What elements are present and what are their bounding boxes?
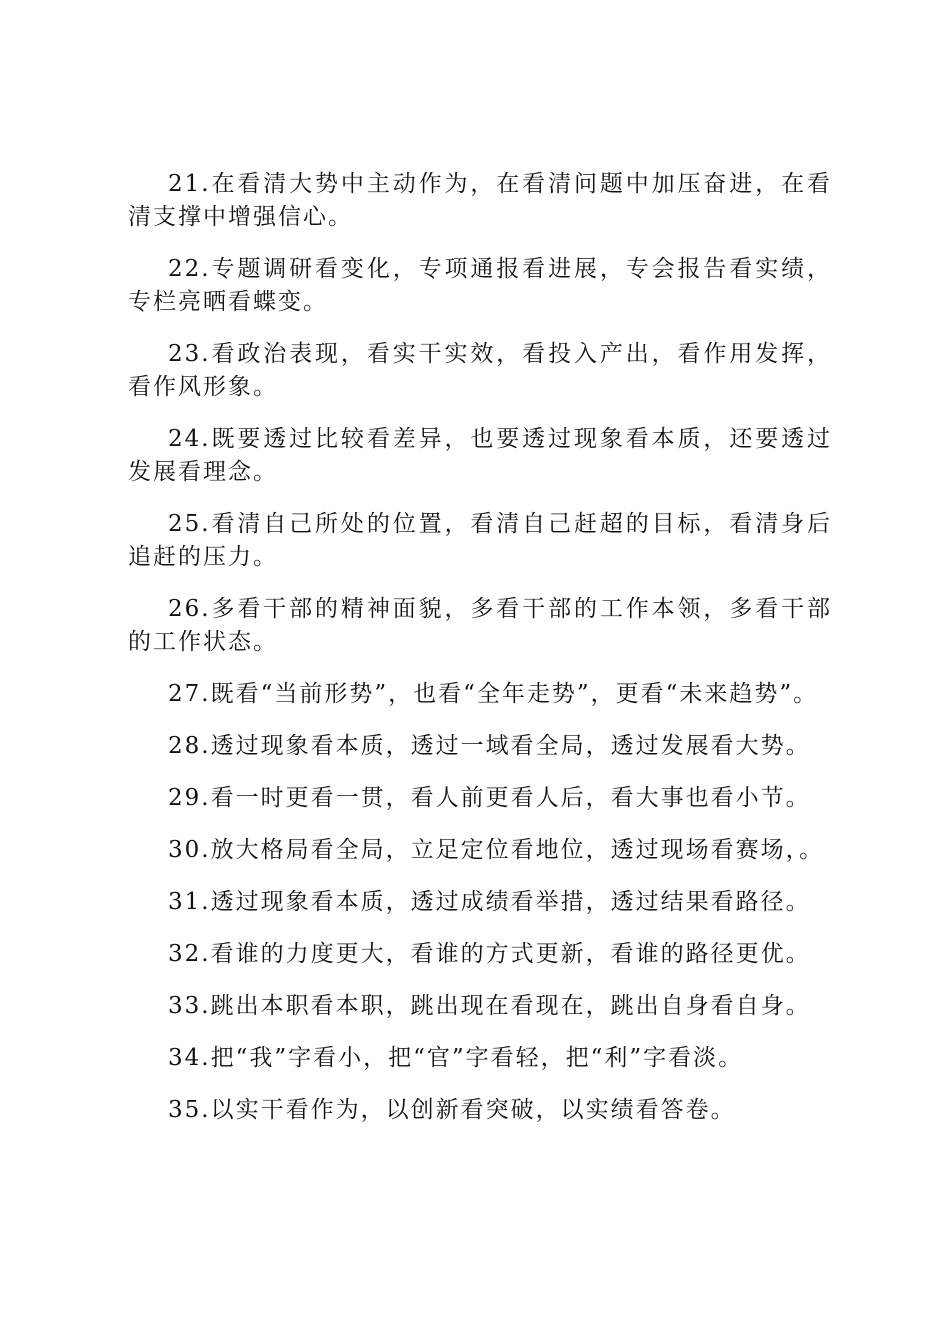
paragraph-23: 23.看政治表现，看实干实效，看投入产出，看作用发挥，看作风形象。 xyxy=(128,341,832,400)
document-body xyxy=(128,168,832,1146)
paragraph-34: 34.把“我”字看小，把“官”字看轻，把“利”字看淡。 xyxy=(168,1045,744,1071)
paragraph-28: 28.透过现象看本质，透过一域看全局，透过发展看大势。 xyxy=(168,733,811,759)
paragraph-26: 26.多看干部的精神面貌，多看干部的工作本领，多看干部的工作状态。 xyxy=(128,596,832,655)
paragraph-22: 22.专题调研看变化，专项通报看进展，专会报告看实绩，专栏亮晒看蝶变。 xyxy=(128,256,832,315)
paragraph-24: 24.既要透过比较看差异，也要透过现象看本质，还要透过发展看理念。 xyxy=(128,426,832,485)
paragraph-33: 33.跳出本职看本职，跳出现在看现在，跳出自身看自身。 xyxy=(168,993,811,1019)
paragraph-27: 27.既看“当前形势”，也看“全年走势”，更看“未来趋势”。 xyxy=(168,681,819,707)
paragraph-32: 32.看谁的力度更大，看谁的方式更新，看谁的路径更优。 xyxy=(168,941,811,967)
paragraph-30: 30.放大格局看全局，立足定位看地位，透过现场看赛场，。 xyxy=(168,837,825,863)
paragraph-21: 21.在看清大势中主动作为，在看清问题中加压奋进，在看清支撑中增强信心。 xyxy=(128,171,832,230)
paragraph-31: 31.透过现象看本质，透过成绩看举措，透过结果看路径。 xyxy=(168,889,811,915)
paragraph-35: 35.以实干看作为，以创新看突破，以实绩看答卷。 xyxy=(168,1097,736,1123)
paragraph-29: 29.看一时更看一贯，看人前更看人后，看大事也看小节。 xyxy=(168,785,811,811)
paragraph-25: 25.看清自己所处的位置，看清自己赶超的目标，看清身后追赶的压力。 xyxy=(128,511,832,570)
